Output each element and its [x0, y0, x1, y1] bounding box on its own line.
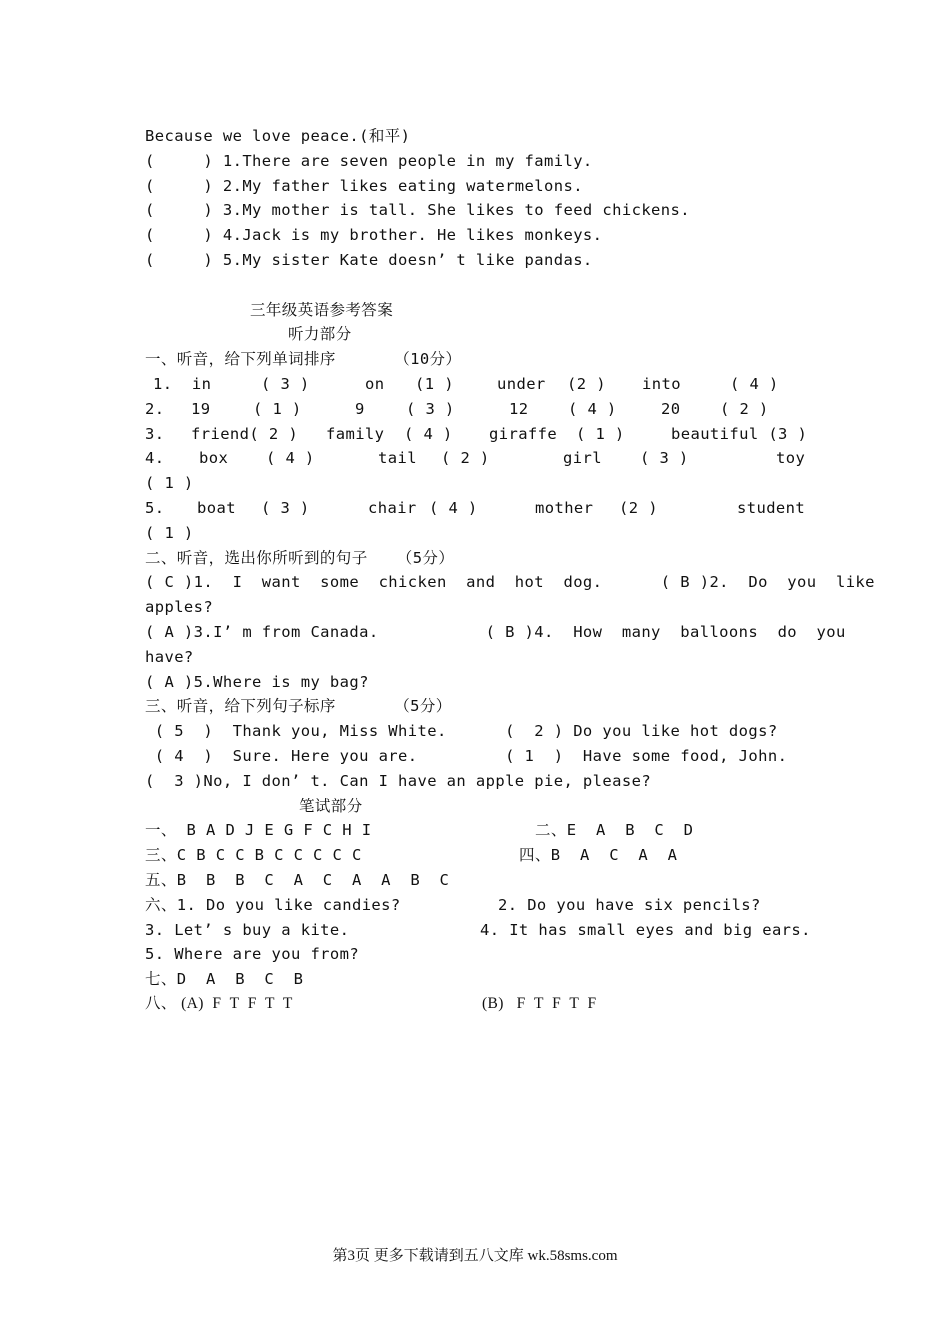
- order-cell: ( 4 ): [404, 424, 453, 443]
- part2-line-2: apples?: [145, 598, 214, 617]
- written-row-4: [145, 893, 810, 918]
- part2-line-3: ( A )3.I’ m from Canada. ( B )4. How many balloons do you: [145, 622, 846, 641]
- word-cell: 20: [661, 399, 681, 418]
- part3-line-1: ( 5 ) Thank you, Miss White. ( 2 ) Do you like hot dogs?: [145, 722, 778, 741]
- page-footer: 第3页 更多下载请到五八文库 wk.58sms.com: [332, 1248, 618, 1264]
- part2-heading: 二、听音，选出你所听到的句子 （5分）: [145, 548, 455, 567]
- part1-row-4-wrap: ( 1 ): [145, 474, 194, 493]
- passage-intro: Because we love peace.(和平): [145, 127, 411, 145]
- order-cell: ( 3 ): [406, 399, 455, 418]
- order-cell: (2 ): [619, 498, 658, 517]
- answer-left: 八、 (A) F T F T T: [145, 994, 293, 1012]
- word-cell: beautiful (3 ): [671, 424, 808, 443]
- answer-right: 二、E A B C D: [535, 821, 694, 840]
- answer-left: 五、B B B C A C A A B C: [145, 870, 450, 889]
- answer-left: 六、1. Do you like candies?: [145, 895, 401, 914]
- order-cell: ( 3 ): [261, 374, 310, 393]
- part3-line-2: ( 4 ) Sure. Here you are. ( 1 ) Have some food, John.: [145, 746, 788, 765]
- order-cell: ( 2 ): [720, 399, 769, 418]
- part3-line-3: ( 3 )No, I don’ t. Can I have an apple pie, please?: [145, 771, 652, 790]
- word-cell: 1. in: [153, 374, 212, 393]
- statement-5: ( ) 5.My sister Kate doesn’ t like pandas.: [145, 250, 593, 269]
- part3-heading: 三、听音，给下列句子标序 （5分）: [145, 697, 452, 716]
- written-row-6: [145, 942, 810, 967]
- statement-4: ( ) 4.Jack is my brother. He likes monkeys.: [145, 226, 603, 245]
- part1-heading: 一、听音，给下列单词排序 （10分）: [145, 350, 462, 369]
- answer-key-title: 三年级英语参考答案: [250, 300, 394, 319]
- word-cell: box: [199, 449, 229, 468]
- answer-left: 七、D A B C B: [145, 970, 304, 989]
- written-row-3: [145, 868, 810, 893]
- order-cell: ( 4 ): [730, 374, 779, 393]
- part1-row-3: [145, 422, 810, 447]
- order-cell: (1 ): [415, 374, 454, 393]
- number-label: 2.: [145, 399, 165, 418]
- word-cell: chair: [368, 498, 417, 517]
- part1-row-4: [145, 446, 810, 471]
- word-cell: friend( 2 ): [191, 424, 299, 443]
- word-cell: 19: [191, 399, 211, 418]
- answer-left: 5. Where are you from?: [145, 945, 360, 964]
- word-cell: 9: [355, 399, 365, 418]
- word-cell: on: [365, 374, 385, 393]
- listening-heading: 听力部分: [288, 325, 352, 344]
- part2-line-5: ( A )5.Where is my bag?: [145, 672, 369, 691]
- written-row-5: [145, 918, 810, 943]
- word-cell: under: [497, 374, 546, 393]
- statement-3: ( ) 3.My mother is tall. She likes to feed chickens.: [145, 201, 690, 220]
- order-cell: ( 3 ): [640, 449, 689, 468]
- word-cell: mother: [535, 498, 594, 517]
- answer-left: 一、 B A D J E G F C H I: [145, 821, 372, 840]
- word-cell: boat: [197, 498, 236, 517]
- number-label: 5.: [145, 498, 165, 517]
- statement-1: ( ) 1.There are seven people in my family.: [145, 151, 593, 170]
- order-cell: ( 2 ): [441, 449, 490, 468]
- word-cell: into: [642, 374, 681, 393]
- written-heading: 笔试部分: [299, 796, 363, 815]
- order-cell: ( 4 ): [429, 498, 478, 517]
- part1-row-5: [145, 496, 810, 521]
- statement-2: ( ) 2.My father likes eating watermelons.: [145, 176, 583, 195]
- part1-row-1: [145, 372, 810, 397]
- word-cell: giraffe: [489, 424, 558, 443]
- word-cell: family: [326, 424, 385, 443]
- part2-line-1: ( C )1. I want some chicken and hot dog. ( B )2. Do you like: [145, 573, 875, 592]
- written-row-1: [145, 818, 810, 843]
- order-cell: ( 3 ): [261, 498, 310, 517]
- part1-row-2: [145, 397, 810, 422]
- answer-right: 四、B A C A A: [519, 846, 678, 865]
- order-cell: ( 4 ): [568, 399, 617, 418]
- order-cell: ( 1 ): [253, 399, 302, 418]
- word-cell: student: [737, 498, 806, 517]
- answer-left: 3. Let’ s buy a kite.: [145, 920, 350, 939]
- word-cell: 12: [509, 399, 529, 418]
- word-cell: girl: [563, 449, 602, 468]
- written-row-2: [145, 843, 810, 868]
- number-label: 4.: [145, 449, 165, 468]
- part1-row-5-wrap: ( 1 ): [145, 523, 194, 542]
- order-cell: ( 4 ): [266, 449, 315, 468]
- written-row-8: [145, 992, 810, 1017]
- answer-left: 三、C B C C B C C C C C: [145, 846, 362, 865]
- order-cell: (2 ): [567, 374, 606, 393]
- answer-right: (B) F T F T F: [482, 994, 597, 1012]
- number-label: 3.: [145, 424, 165, 443]
- answer-right: 4. It has small eyes and big ears.: [480, 920, 811, 939]
- order-cell: ( 1 ): [576, 424, 625, 443]
- part2-line-4: have?: [145, 647, 194, 666]
- word-cell: toy: [776, 449, 806, 468]
- written-row-7: [145, 967, 810, 992]
- word-cell: tail: [378, 449, 417, 468]
- answer-right: 2. Do you have six pencils?: [498, 895, 761, 914]
- document-page: [145, 124, 875, 1017]
